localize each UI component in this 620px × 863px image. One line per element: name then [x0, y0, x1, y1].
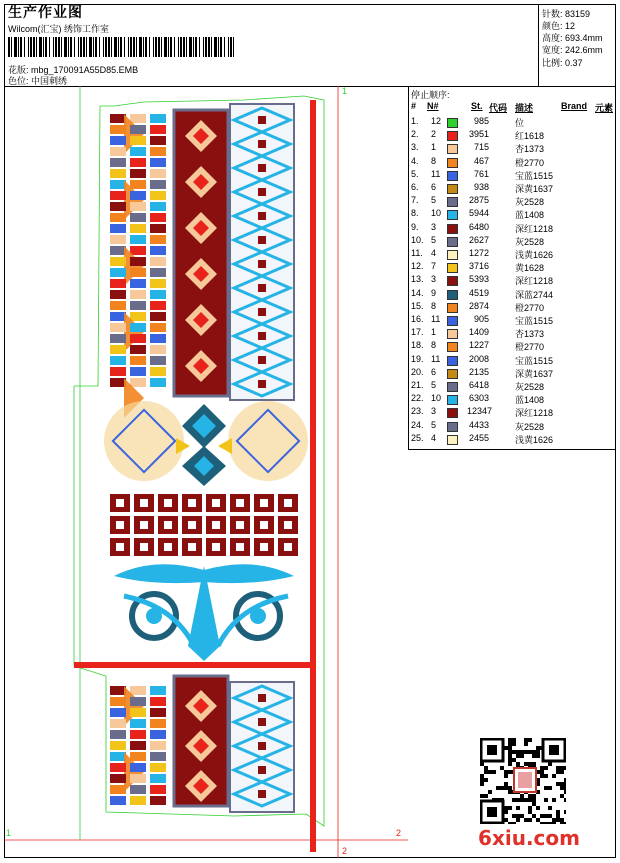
legend-st: 2627 [468, 234, 489, 245]
color-swatch [447, 184, 458, 194]
color-swatch [447, 237, 458, 247]
col-header-code: 代码 [489, 103, 508, 113]
legend-n: 11 [431, 168, 441, 179]
color-swatch [447, 290, 458, 300]
legend-row [409, 393, 615, 406]
legend-n: 8 [431, 300, 437, 311]
legend-n: 4 [431, 248, 437, 258]
legend-num: 3. [411, 142, 419, 153]
col-header-brand: Brand [561, 101, 588, 111]
color-swatch [447, 342, 458, 352]
legend-st: 467 [473, 155, 489, 166]
stat-height: 高度: 693.4mm [542, 33, 603, 43]
color-swatch [447, 131, 458, 141]
legend-num: 17. [411, 327, 424, 338]
legend-num: 4. [411, 155, 419, 166]
legend-n: 10 [431, 208, 442, 219]
legend-row [409, 288, 615, 301]
legend-st: 6418 [468, 380, 489, 390]
legend-n: 11 [431, 353, 441, 364]
legend-num: 5. [411, 168, 419, 179]
color-swatch [447, 316, 458, 326]
legend-row [409, 208, 615, 221]
color-swatch [447, 250, 458, 260]
design-canvas [4, 86, 408, 858]
legend-row [409, 367, 615, 380]
col-header-num: # [411, 101, 417, 111]
legend-n: 8 [431, 340, 437, 351]
stat-scale: 比例: 0.37 [542, 58, 583, 68]
marker-top-right: 1 [342, 86, 348, 96]
bottom-left-motif-column [110, 686, 166, 805]
legend-desc: 橙2770 [515, 342, 545, 353]
color-swatch [447, 369, 458, 379]
legend-n: 5 [431, 380, 437, 390]
legend-st: 3951 [468, 129, 489, 140]
legend-desc: 深蓝2744 [515, 289, 554, 300]
color-swatch [447, 356, 458, 366]
legend-n: 11 [431, 314, 441, 324]
legend-row [409, 235, 615, 248]
legend-row [409, 195, 615, 208]
legend-n: 6 [431, 366, 437, 377]
legend-row [409, 420, 615, 433]
pattern-label: 花版: [8, 65, 29, 75]
legend-num: 8. [411, 208, 419, 219]
legend-n: 3 [431, 406, 437, 417]
legend-n: 12 [431, 116, 442, 126]
legend-st: 905 [473, 314, 489, 324]
medallion-row [104, 401, 308, 486]
legend-desc: 宝蓝1515 [515, 170, 554, 181]
legend-desc: 位 [515, 118, 525, 128]
color-swatch [447, 408, 458, 418]
legend-desc: 深红1218 [515, 408, 554, 419]
qr-code [480, 738, 566, 824]
legend-st: 3716 [468, 261, 489, 272]
legend-st: 2135 [468, 366, 489, 377]
legend-n: 4 [431, 432, 437, 443]
legend-row [409, 327, 615, 340]
legend-num: 19. [411, 353, 424, 364]
legend-desc: 黄1628 [515, 263, 545, 274]
legend-num: 22. [411, 393, 424, 404]
legend-row [409, 248, 615, 261]
col-header-desc: 描述 [515, 103, 534, 113]
legend-desc: 杏1373 [515, 329, 545, 340]
legend-row [409, 433, 615, 446]
page-title: 生产作业图 [8, 4, 83, 20]
legend-st: 985 [473, 116, 489, 126]
legend-n: 2 [431, 129, 437, 140]
header-vertical-divider [538, 4, 539, 86]
legend-n: 1 [431, 142, 437, 153]
legend-st: 2008 [468, 353, 489, 364]
color-swatch [447, 171, 458, 181]
color-swatch [447, 329, 458, 339]
legend-n: 3 [431, 221, 437, 232]
legend-st: 938 [473, 182, 489, 192]
legend-st: 4519 [468, 287, 489, 298]
legend-num: 1. [411, 116, 419, 126]
col-header-n: N# [427, 101, 439, 111]
legend-num: 6. [411, 182, 419, 192]
legend-desc: 灰2528 [515, 382, 545, 392]
legend-n: 7 [431, 261, 437, 272]
color-swatch [447, 382, 458, 392]
colorway-label: 色位: [8, 76, 29, 86]
legend-desc: 深红1218 [515, 223, 554, 234]
legend-st: 6303 [468, 393, 489, 404]
legend-desc: 浅黄1626 [515, 434, 554, 445]
legend-row [409, 301, 615, 314]
legend-heading: 停止顺序: [411, 90, 450, 100]
legend-st: 2455 [468, 432, 489, 443]
legend-desc: 宝蓝1515 [515, 316, 554, 326]
legend-num: 9. [411, 221, 419, 232]
legend-st: 1227 [468, 340, 489, 351]
legend-desc: 蓝1408 [515, 395, 545, 406]
legend-row [409, 142, 615, 155]
marker-bottom: 2 [342, 846, 348, 856]
stat-stitches: 针数: 83159 [542, 9, 591, 19]
legend-desc: 浅黄1626 [515, 250, 554, 260]
legend-st: 5393 [468, 274, 489, 285]
legend-n: 8 [431, 155, 437, 166]
legend-desc: 灰2528 [515, 421, 545, 432]
legend-num: 23. [411, 406, 424, 417]
dark-red-square-grid [110, 494, 298, 556]
legend-st: 4433 [468, 419, 489, 430]
stat-colors: 颜色: 12 [542, 21, 576, 31]
company-name: Wilcom(汇宝) 绣饰工作室 [8, 24, 109, 34]
color-swatch [447, 303, 458, 313]
red-horizontal-bar [74, 662, 314, 668]
legend-num: 20. [411, 366, 424, 377]
color-swatch [447, 118, 458, 128]
legend-desc: 深红1218 [515, 276, 554, 287]
legend-desc: 深黄1637 [515, 368, 554, 379]
legend-st: 12347 [467, 406, 493, 417]
legend-row [409, 274, 615, 287]
legend-desc: 宝蓝1515 [515, 355, 554, 366]
legend-num: 25. [411, 432, 424, 443]
legend-n: 9 [431, 287, 437, 298]
legend-row [409, 129, 615, 142]
legend-num: 10. [411, 234, 424, 245]
legend-num: 21. [411, 380, 424, 390]
legend-row [409, 116, 615, 129]
legend-num: 12. [411, 261, 424, 272]
legend-num: 14. [411, 287, 424, 298]
legend-num: 24. [411, 419, 424, 430]
color-swatch [447, 158, 458, 168]
legend-row [409, 354, 615, 367]
color-swatch [447, 144, 458, 154]
color-swatch [447, 210, 458, 220]
col-header-st: St. [471, 101, 483, 111]
col-header-element: 元素 [595, 103, 614, 113]
legend-n: 5 [431, 234, 437, 245]
legend-desc: 橙2770 [515, 157, 545, 168]
legend-num: 13. [411, 274, 424, 285]
legend-row [409, 406, 615, 419]
watermark: 6xiu.com [478, 826, 580, 850]
legend-n: 3 [431, 274, 437, 285]
colorway-value: 中国刺绣 [31, 76, 68, 86]
legend-st: 2875 [468, 195, 489, 206]
embroidery-design-preview [4, 86, 408, 858]
legend-st: 1409 [468, 327, 489, 338]
color-swatch [447, 263, 458, 273]
legend-row [409, 314, 615, 327]
legend-n: 6 [431, 182, 437, 192]
color-swatch [447, 395, 458, 405]
color-swatch [447, 276, 458, 286]
legend-row [409, 340, 615, 353]
pattern-value: mbg_170091A55D85.EMB [31, 65, 139, 75]
top-left-motif-column [110, 114, 166, 418]
legend-desc: 灰2528 [515, 197, 545, 208]
color-swatch [447, 422, 458, 432]
legend-num: 2. [411, 129, 419, 140]
legend-num: 11. [411, 248, 423, 258]
legend-st: 715 [473, 142, 489, 153]
legend-desc: 橙2770 [515, 302, 545, 313]
legend-desc: 灰2528 [515, 236, 545, 247]
legend-st: 2874 [468, 300, 489, 311]
legend-n: 10 [431, 393, 442, 404]
legend-row [409, 169, 615, 182]
stop-sequence-table [408, 86, 616, 450]
legend-n: 5 [431, 419, 437, 430]
legend-st: 1272 [468, 248, 489, 258]
legend-desc: 深黄1637 [515, 184, 554, 194]
legend-st: 6480 [468, 221, 489, 232]
legend-num: 18. [411, 340, 424, 351]
legend-row [409, 380, 615, 393]
legend-desc: 红1618 [515, 131, 545, 142]
color-swatch [447, 224, 458, 234]
color-swatch [447, 197, 458, 207]
legend-num: 16. [411, 314, 424, 324]
legend-num: 7. [411, 195, 419, 206]
legend-row [409, 156, 615, 169]
legend-row [409, 182, 615, 195]
legend-row [409, 261, 615, 274]
stat-width: 宽度: 242.6mm [542, 45, 603, 55]
legend-desc: 蓝1408 [515, 210, 545, 221]
color-swatch [447, 435, 458, 445]
blue-floral-motif [114, 564, 294, 661]
legend-num: 15. [411, 300, 424, 311]
legend-desc: 杏1373 [515, 144, 545, 155]
legend-n: 5 [431, 195, 437, 206]
legend-st: 5944 [468, 208, 489, 219]
marker-right-bottom: 2 [396, 828, 402, 838]
red-vertical-bar [310, 100, 316, 852]
legend-n: 1 [431, 327, 437, 338]
legend-st: 761 [473, 168, 489, 179]
marker-left-bottom: 1 [6, 828, 12, 838]
legend-row [409, 222, 615, 235]
